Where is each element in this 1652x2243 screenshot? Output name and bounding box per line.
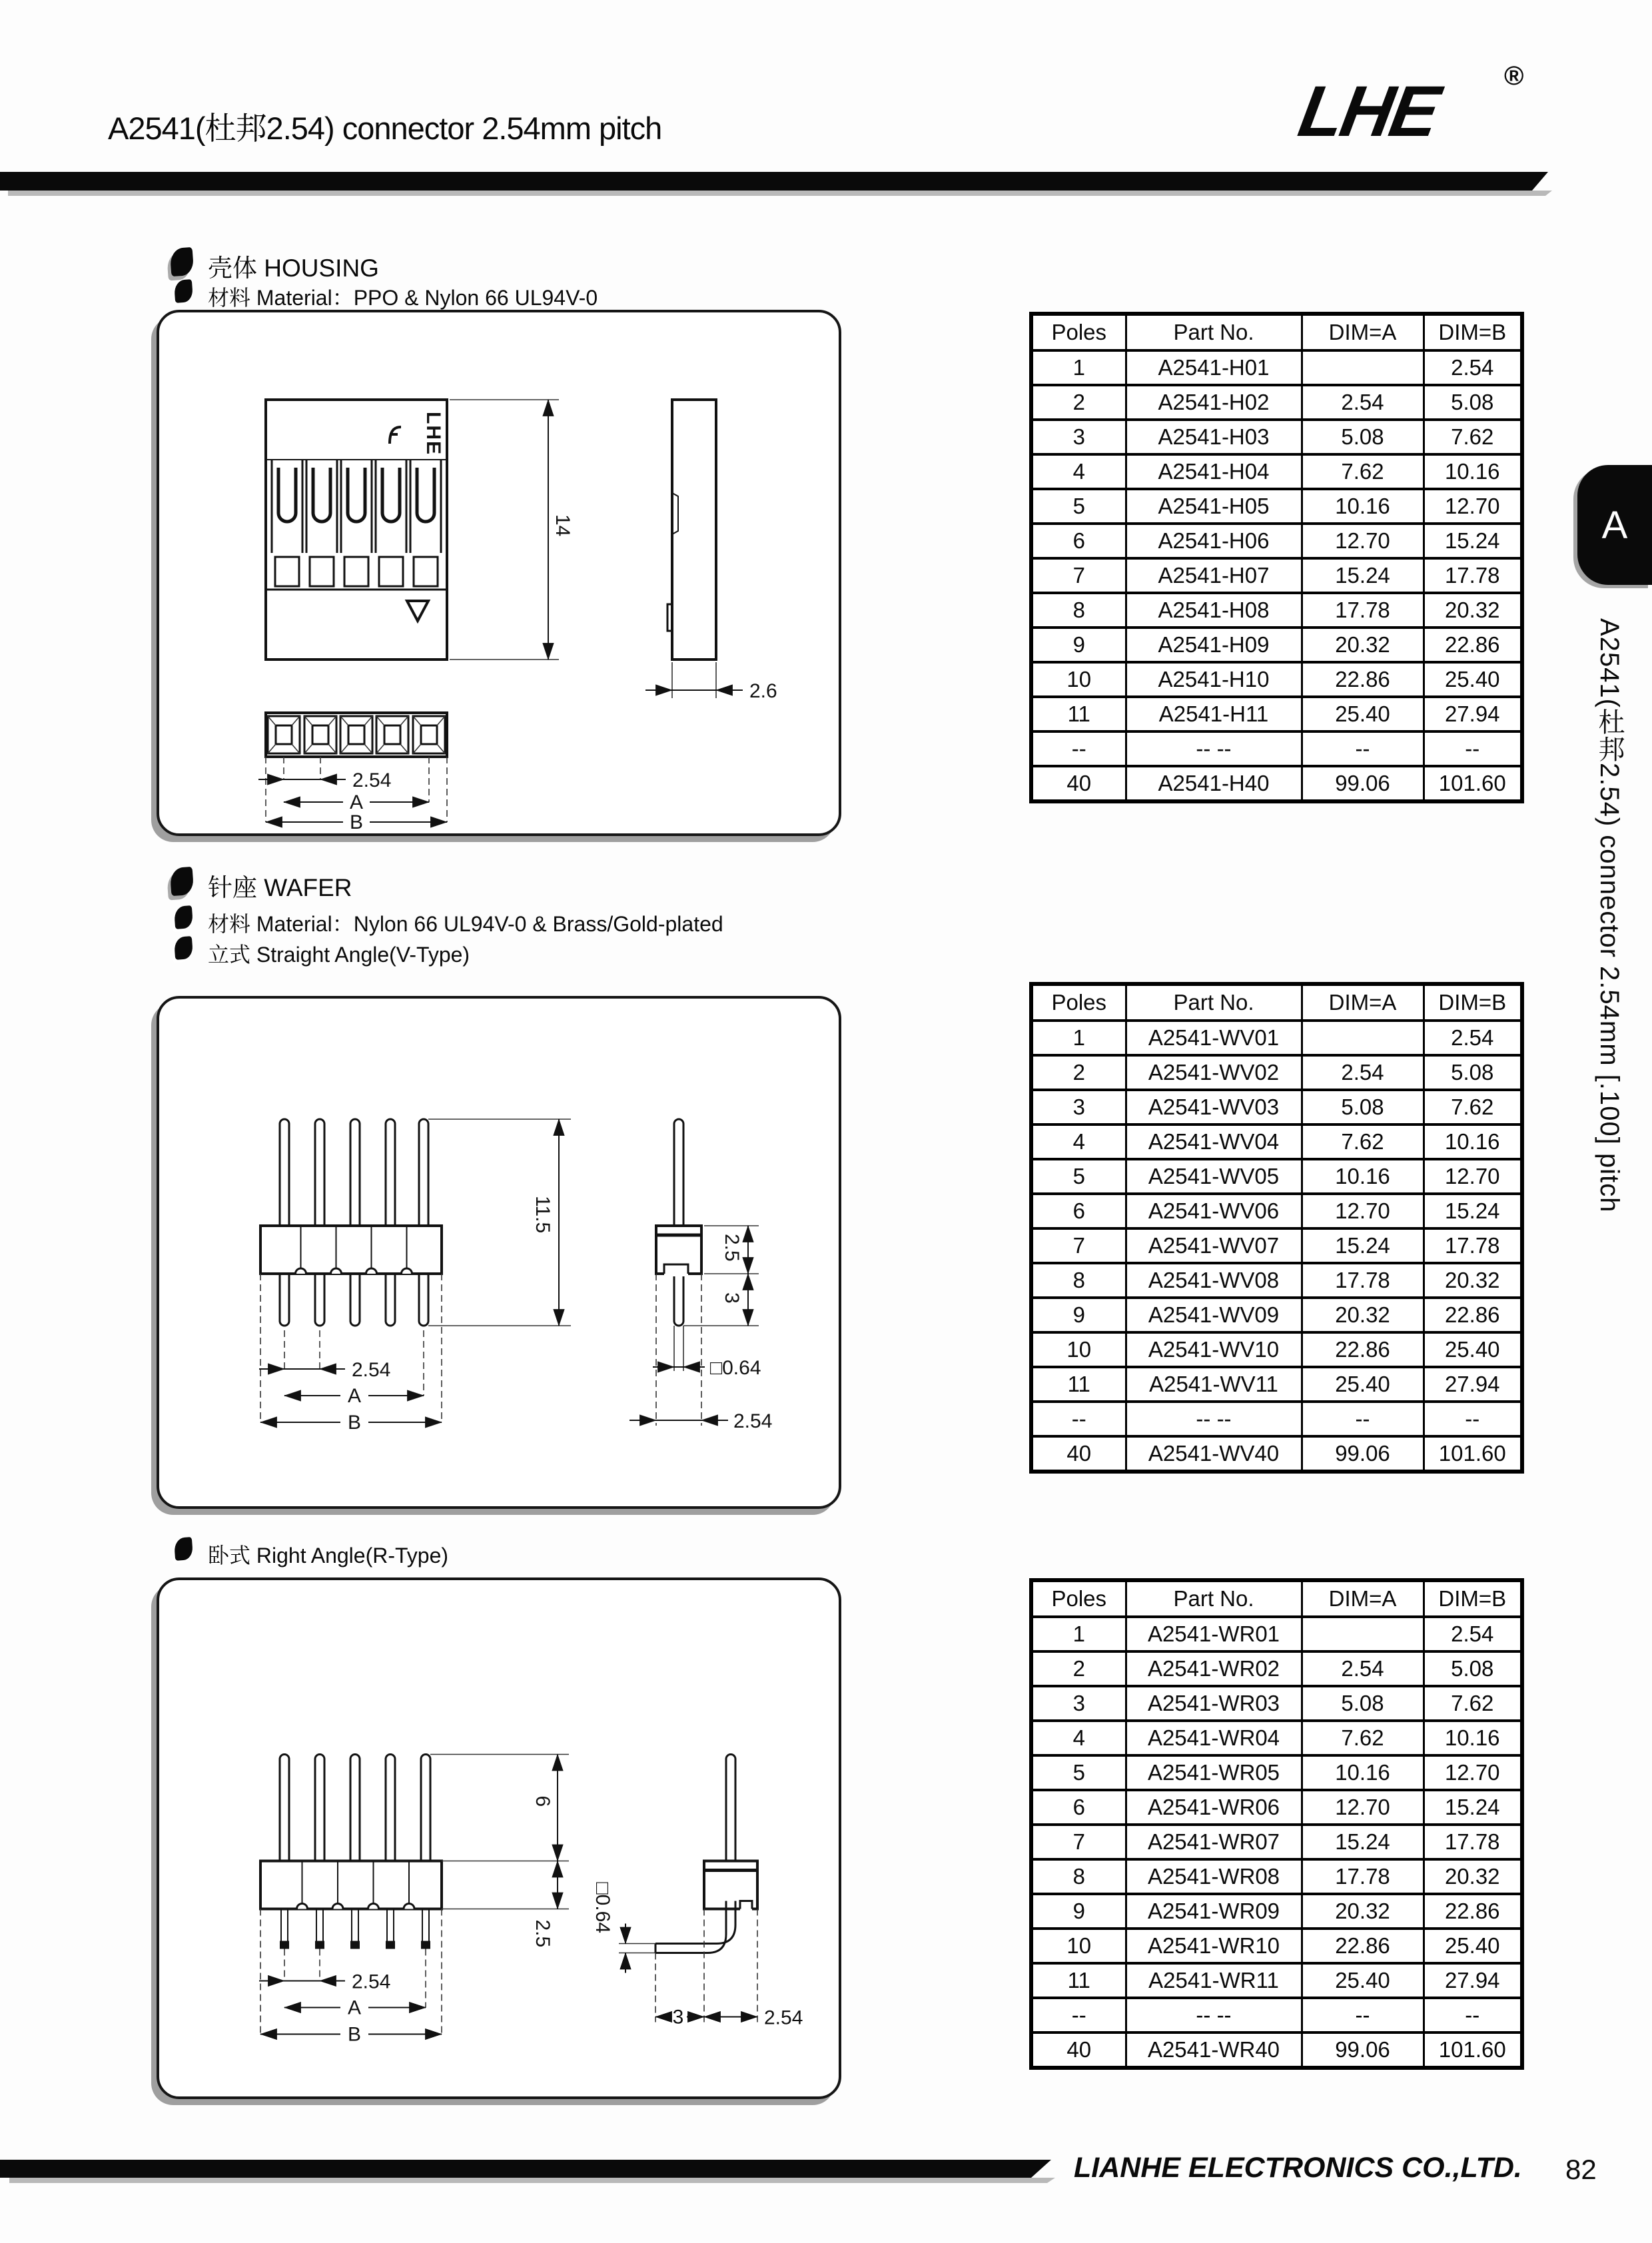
table-cell: A2541-WV03 — [1126, 1090, 1302, 1124]
dim-a: A — [347, 1997, 362, 2019]
table-row — [1031, 1055, 1522, 1090]
table-cell: -- — [1031, 731, 1126, 766]
table-cell: A2541-WR04 — [1126, 1721, 1302, 1755]
table-cell: 2.54 — [1302, 1055, 1424, 1090]
section-bullet-icon — [174, 905, 193, 929]
wafer-v-table — [1029, 982, 1524, 1474]
table-header-row — [1031, 984, 1522, 1021]
table-row — [1031, 1790, 1522, 1825]
table-cell: 1 — [1031, 350, 1126, 385]
table-row — [1031, 1755, 1522, 1790]
table-cell: A2541-WR03 — [1126, 1686, 1302, 1721]
table-cell: 25.40 — [1424, 662, 1522, 697]
table-cell: 10.16 — [1424, 1124, 1522, 1159]
col-dim-a: DIM=A — [1302, 314, 1424, 350]
table-cell: 17.78 — [1424, 1228, 1522, 1263]
table-cell: 10 — [1031, 1929, 1126, 1963]
table-row — [1031, 2032, 1522, 2068]
table-cell: A2541-WV10 — [1126, 1332, 1302, 1367]
dim-tail-length: 3 — [721, 1292, 743, 1304]
table-row — [1031, 1021, 1522, 1055]
page-title: A2541(杜邦2.54) connector 2.54mm pitch — [108, 111, 662, 146]
table-cell: A2541-WV06 — [1126, 1194, 1302, 1228]
wafer-vtype-drawing — [157, 996, 841, 1509]
table-cell: 15.24 — [1424, 524, 1522, 558]
table-cell: 3 — [1031, 420, 1126, 454]
table-cell: 20.32 — [1424, 593, 1522, 628]
table-cell: 5 — [1031, 489, 1126, 524]
housing-table — [1029, 312, 1524, 803]
table-cell: A2541-H06 — [1126, 524, 1302, 558]
table-row — [1031, 1963, 1522, 1998]
table-cell — [1302, 1617, 1424, 1651]
wafer-heading: 针座 WAFER — [208, 874, 352, 901]
table-cell: -- -- — [1126, 1998, 1302, 2032]
table-cell: 22.86 — [1302, 1332, 1424, 1367]
table-cell: A2541-WV01 — [1126, 1021, 1302, 1055]
table-cell: 2.54 — [1424, 1617, 1522, 1651]
table-cell: 15.24 — [1302, 558, 1424, 593]
table-cell: 20.32 — [1302, 1298, 1424, 1332]
registered-mark-icon: ® — [1504, 61, 1524, 91]
vtype-side-pin — [674, 1119, 683, 1326]
table-cell: 40 — [1031, 766, 1126, 801]
table-cell: A2541-WV04 — [1126, 1124, 1302, 1159]
table-cell: 22.86 — [1424, 1894, 1522, 1929]
table-row — [1031, 731, 1522, 766]
table-cell: A2541-WR40 — [1126, 2032, 1302, 2068]
table-cell: 7.62 — [1424, 1686, 1522, 1721]
table-cell: 4 — [1031, 1124, 1126, 1159]
col-partno: Part No. — [1126, 984, 1302, 1021]
table-row — [1031, 1859, 1522, 1894]
table-cell: 5 — [1031, 1159, 1126, 1194]
wafer-material: 材料 Material：Nylon 66 UL94V-0 & Brass/Gold-plated — [208, 912, 723, 936]
dim-a: A — [349, 791, 364, 813]
table-cell: 22.86 — [1302, 662, 1424, 697]
table-cell: -- — [1031, 1402, 1126, 1436]
table-cell: 5 — [1031, 1755, 1126, 1790]
dim-pitch: 2.54 — [352, 769, 392, 791]
table-row — [1031, 1194, 1522, 1228]
table-cell: 22.86 — [1302, 1929, 1424, 1963]
table-cell: 2 — [1031, 1651, 1126, 1686]
dim-base-height: 2.5 — [532, 1919, 554, 1948]
section-bullet-icon — [170, 247, 195, 276]
table-row — [1031, 1367, 1522, 1402]
table-row — [1031, 1721, 1522, 1755]
dim-pitch: 2.54 — [352, 1971, 391, 1993]
vtype-pins — [280, 1119, 428, 1326]
header-rule-shadow — [8, 191, 1552, 196]
table-cell: 10.16 — [1302, 1755, 1424, 1790]
table-cell: A2541-H08 — [1126, 593, 1302, 628]
footer-rule — [0, 2160, 1051, 2178]
table-cell: 9 — [1031, 1894, 1126, 1929]
table-cell: 12.70 — [1302, 1194, 1424, 1228]
header-rule — [0, 172, 1548, 191]
table-cell: A2541-WR10 — [1126, 1929, 1302, 1963]
table-cell: 17.78 — [1302, 593, 1424, 628]
table-cell: 15.24 — [1302, 1825, 1424, 1859]
table-row — [1031, 1998, 1522, 2032]
table-cell: 101.60 — [1424, 2032, 1522, 2068]
table-cell: 22.86 — [1424, 1298, 1522, 1332]
table-cell: 5.08 — [1424, 1055, 1522, 1090]
table-cell: 3 — [1031, 1090, 1126, 1124]
table-cell: A2541-H10 — [1126, 662, 1302, 697]
section-bullet-icon — [174, 279, 193, 303]
table-cell: A2541-H01 — [1126, 350, 1302, 385]
dim-side-pitch: 2.54 — [764, 2007, 803, 2029]
table-cell: -- -- — [1126, 1402, 1302, 1436]
housing-bottom-view — [266, 713, 447, 757]
table-cell: 7 — [1031, 1825, 1126, 1859]
vtype-base — [260, 1226, 442, 1274]
col-partno: Part No. — [1126, 314, 1302, 350]
table-cell: 40 — [1031, 2032, 1126, 2068]
table-cell: 20.32 — [1302, 628, 1424, 662]
dim-b: B — [347, 1412, 362, 1434]
housing-slots — [272, 460, 441, 586]
col-partno: Part No. — [1126, 1580, 1302, 1617]
table-cell: A2541-WR08 — [1126, 1859, 1302, 1894]
table-row — [1031, 489, 1522, 524]
table-cell: 25.40 — [1302, 697, 1424, 731]
table-cell: 6 — [1031, 1194, 1126, 1228]
table-cell: 5.08 — [1302, 1090, 1424, 1124]
table-cell: 10.16 — [1424, 454, 1522, 489]
table-row — [1031, 1263, 1522, 1298]
table-cell: 7.62 — [1302, 1124, 1424, 1159]
table-header-row — [1031, 314, 1522, 350]
col-poles: Poles — [1031, 314, 1126, 350]
table-cell: 6 — [1031, 524, 1126, 558]
col-dim-a: DIM=A — [1302, 1580, 1424, 1617]
table-cell: 5.08 — [1302, 1686, 1424, 1721]
table-cell: -- — [1424, 1998, 1522, 2032]
table-cell: 27.94 — [1424, 1963, 1522, 1998]
dim-height: 14 — [552, 514, 574, 537]
table-cell: 20.32 — [1424, 1859, 1522, 1894]
col-dim-b: DIM=B — [1424, 1580, 1522, 1617]
table-cell: 1 — [1031, 1617, 1126, 1651]
dim-pin-square: □0.64 — [592, 1882, 614, 1934]
table-header-row — [1031, 1580, 1522, 1617]
dim-thickness: 2.6 — [749, 680, 777, 702]
table-row — [1031, 662, 1522, 697]
table-cell: 11 — [1031, 1367, 1126, 1402]
table-row — [1031, 1929, 1522, 1963]
table-cell: 2.54 — [1302, 385, 1424, 420]
table-cell: 1 — [1031, 1021, 1126, 1055]
table-row — [1031, 524, 1522, 558]
table-cell: 7 — [1031, 558, 1126, 593]
table-cell: 25.40 — [1424, 1332, 1522, 1367]
housing-drawing-svg — [159, 312, 839, 833]
table-cell: 5.08 — [1302, 420, 1424, 454]
table-row — [1031, 385, 1522, 420]
table-row — [1031, 628, 1522, 662]
polarity-mark — [390, 427, 401, 444]
table-cell: 2.54 — [1302, 1651, 1424, 1686]
table-cell: A2541-WR06 — [1126, 1790, 1302, 1825]
table-cell: 11 — [1031, 1963, 1126, 1998]
table-row — [1031, 1825, 1522, 1859]
table-cell: 10.16 — [1302, 1159, 1424, 1194]
table-row — [1031, 350, 1522, 385]
table-cell: 8 — [1031, 1859, 1126, 1894]
table-cell: 4 — [1031, 1721, 1126, 1755]
dim-b: B — [349, 811, 364, 833]
table-cell: A2541-WR01 — [1126, 1617, 1302, 1651]
table-cell: 99.06 — [1302, 766, 1424, 801]
table-cell: 10 — [1031, 1332, 1126, 1367]
wafer-vtype-svg — [159, 999, 839, 1506]
table-cell: A2541-WV09 — [1126, 1298, 1302, 1332]
table-cell: 5.08 — [1424, 1651, 1522, 1686]
table-row — [1031, 1298, 1522, 1332]
table-cell: 3 — [1031, 1686, 1126, 1721]
table-cell: A2541-WR02 — [1126, 1651, 1302, 1686]
table-cell: 5.08 — [1424, 385, 1522, 420]
dim-bend: 3 — [672, 2006, 684, 2028]
table-cell: 7 — [1031, 1228, 1126, 1263]
table-cell: 12.70 — [1424, 1159, 1522, 1194]
brand-logo: LHE — [1293, 71, 1444, 151]
table-cell: A2541-WR07 — [1126, 1825, 1302, 1859]
table-cell: 17.78 — [1424, 558, 1522, 593]
table-cell: 6 — [1031, 1790, 1126, 1825]
table-row — [1031, 1894, 1522, 1929]
dim-b: B — [347, 2023, 362, 2046]
table-cell: 27.94 — [1424, 1367, 1522, 1402]
section-bullet-icon — [174, 936, 193, 960]
table-cell: -- -- — [1126, 731, 1302, 766]
table-cell: 25.40 — [1302, 1963, 1424, 1998]
table-cell: 10.16 — [1302, 489, 1424, 524]
table-cell: 10.16 — [1424, 1721, 1522, 1755]
table-row — [1031, 766, 1522, 801]
section-bullet-icon — [174, 1537, 193, 1561]
table-cell: 7.62 — [1424, 420, 1522, 454]
table-cell: 99.06 — [1302, 2032, 1424, 2068]
table-cell: 101.60 — [1424, 766, 1522, 801]
table-cell: 9 — [1031, 1298, 1126, 1332]
housing-drawing — [157, 310, 841, 836]
housing-front-view — [266, 400, 447, 660]
table-cell: 101.60 — [1424, 1436, 1522, 1472]
vtype-side-base — [656, 1226, 701, 1274]
table-row — [1031, 697, 1522, 731]
table-cell: -- — [1424, 731, 1522, 766]
dim-pin-length: 11.5 — [532, 1196, 554, 1234]
table-cell: 12.70 — [1424, 489, 1522, 524]
col-dim-a: DIM=A — [1302, 984, 1424, 1021]
table-cell: A2541-H11 — [1126, 697, 1302, 731]
table-cell: A2541-WV08 — [1126, 1263, 1302, 1298]
rtype-tails — [280, 1909, 430, 1949]
table-cell: A2541-WV05 — [1126, 1159, 1302, 1194]
dim-pin-square: □0.64 — [710, 1357, 761, 1379]
table-row — [1031, 1617, 1522, 1651]
col-poles: Poles — [1031, 1580, 1126, 1617]
table-cell: 15.24 — [1424, 1194, 1522, 1228]
sidebar-vertical-title: A2541(杜邦2.54) connector 2.54mm [.100] pitch — [1595, 618, 1624, 1213]
section-index-tab — [1577, 465, 1652, 585]
dim-pin-top: 6 — [532, 1795, 554, 1807]
table-cell: 25.40 — [1424, 1929, 1522, 1963]
table-cell: A2541-H07 — [1126, 558, 1302, 593]
table-cell: A2541-WV07 — [1126, 1228, 1302, 1263]
table-cell: A2541-WR05 — [1126, 1755, 1302, 1790]
table-cell: A2541-WR11 — [1126, 1963, 1302, 1998]
housing-bottom-cells — [268, 716, 445, 753]
table-cell: 8 — [1031, 1263, 1126, 1298]
housing-brand-text: LHE — [422, 412, 444, 456]
table-cell: A2541-H09 — [1126, 628, 1302, 662]
table-cell: 11 — [1031, 697, 1126, 731]
table-cell: 12.70 — [1302, 524, 1424, 558]
table-cell: -- — [1031, 1998, 1126, 2032]
wafer-vtype-label: 立式 Straight Angle(V-Type) — [208, 943, 470, 967]
table-cell: 15.24 — [1302, 1228, 1424, 1263]
table-cell: 15.24 — [1424, 1790, 1522, 1825]
footer-rule-shadow — [9, 2178, 1055, 2183]
table-cell: 7.62 — [1424, 1090, 1522, 1124]
table-row — [1031, 558, 1522, 593]
rtype-base — [260, 1861, 442, 1909]
table-cell: -- — [1302, 1998, 1424, 2032]
dim-side-pitch: 2.54 — [733, 1410, 773, 1432]
table-cell: 8 — [1031, 593, 1126, 628]
table-cell: A2541-H05 — [1126, 489, 1302, 524]
table-cell: 27.94 — [1424, 697, 1522, 731]
col-dim-b: DIM=B — [1424, 984, 1522, 1021]
table-row — [1031, 1651, 1522, 1686]
table-cell: A2541-H04 — [1126, 454, 1302, 489]
table-cell: A2541-WR09 — [1126, 1894, 1302, 1929]
table-cell: 2.54 — [1424, 350, 1522, 385]
table-cell: 40 — [1031, 1436, 1126, 1472]
table-row — [1031, 1332, 1522, 1367]
section-index-letter: A — [1601, 503, 1628, 547]
table-cell: -- — [1302, 1402, 1424, 1436]
dim-base-height: 2.5 — [721, 1234, 743, 1262]
table-cell: A2541-WV11 — [1126, 1367, 1302, 1402]
table-cell: 4 — [1031, 454, 1126, 489]
wafer-rtype-drawing — [157, 1577, 841, 2099]
housing-material: 材料 Material：PPO & Nylon 66 UL94V-0 — [208, 286, 598, 310]
table-row — [1031, 1124, 1522, 1159]
table-cell: -- — [1424, 1402, 1522, 1436]
table-row — [1031, 1436, 1522, 1472]
table-row — [1031, 1402, 1522, 1436]
section-bullet-icon — [170, 867, 195, 896]
housing-heading: 壳体 HOUSING — [208, 254, 379, 282]
table-cell: 2 — [1031, 1055, 1126, 1090]
table-cell: 20.32 — [1302, 1894, 1424, 1929]
table-cell: 99.06 — [1302, 1436, 1424, 1472]
table-cell: -- — [1302, 731, 1424, 766]
table-cell: 17.78 — [1302, 1859, 1424, 1894]
table-cell: A2541-H02 — [1126, 385, 1302, 420]
table-row — [1031, 420, 1522, 454]
table-cell: 25.40 — [1302, 1367, 1424, 1402]
table-row — [1031, 1090, 1522, 1124]
footer-company: LIANHE ELECTRONICS CO.,LTD. — [1074, 2152, 1522, 2184]
table-cell: 7.62 — [1302, 454, 1424, 489]
table-cell: A2541-WV02 — [1126, 1055, 1302, 1090]
table-cell: 17.78 — [1424, 1825, 1522, 1859]
table-cell — [1302, 350, 1424, 385]
table-row — [1031, 593, 1522, 628]
table-cell: 10 — [1031, 662, 1126, 697]
table-cell: A2541-H40 — [1126, 766, 1302, 801]
table-cell: A2541-H03 — [1126, 420, 1302, 454]
table-cell: 7.62 — [1302, 1721, 1424, 1755]
table-cell: 9 — [1031, 628, 1126, 662]
table-row — [1031, 454, 1522, 489]
table-cell — [1302, 1021, 1424, 1055]
table-cell: 17.78 — [1302, 1263, 1424, 1298]
table-cell: 2 — [1031, 385, 1126, 420]
table-cell: 12.70 — [1424, 1755, 1522, 1790]
table-row — [1031, 1228, 1522, 1263]
dim-a: A — [347, 1385, 362, 1407]
dim-pitch: 2.54 — [352, 1359, 391, 1381]
table-row — [1031, 1159, 1522, 1194]
wafer-rtype-svg — [159, 1580, 839, 2096]
table-row — [1031, 1686, 1522, 1721]
table-cell: 20.32 — [1424, 1263, 1522, 1298]
table-cell: 12.70 — [1302, 1790, 1424, 1825]
col-dim-b: DIM=B — [1424, 314, 1522, 350]
wafer-r-table — [1029, 1578, 1524, 2070]
orientation-triangle — [407, 601, 428, 621]
table-cell: 22.86 — [1424, 628, 1522, 662]
page-number: 82 — [1565, 2154, 1597, 2185]
wafer-rtype-label: 卧式 Right Angle(R-Type) — [208, 1544, 449, 1568]
col-poles: Poles — [1031, 984, 1126, 1021]
table-cell: 2.54 — [1424, 1021, 1522, 1055]
table-cell: A2541-WV40 — [1126, 1436, 1302, 1472]
